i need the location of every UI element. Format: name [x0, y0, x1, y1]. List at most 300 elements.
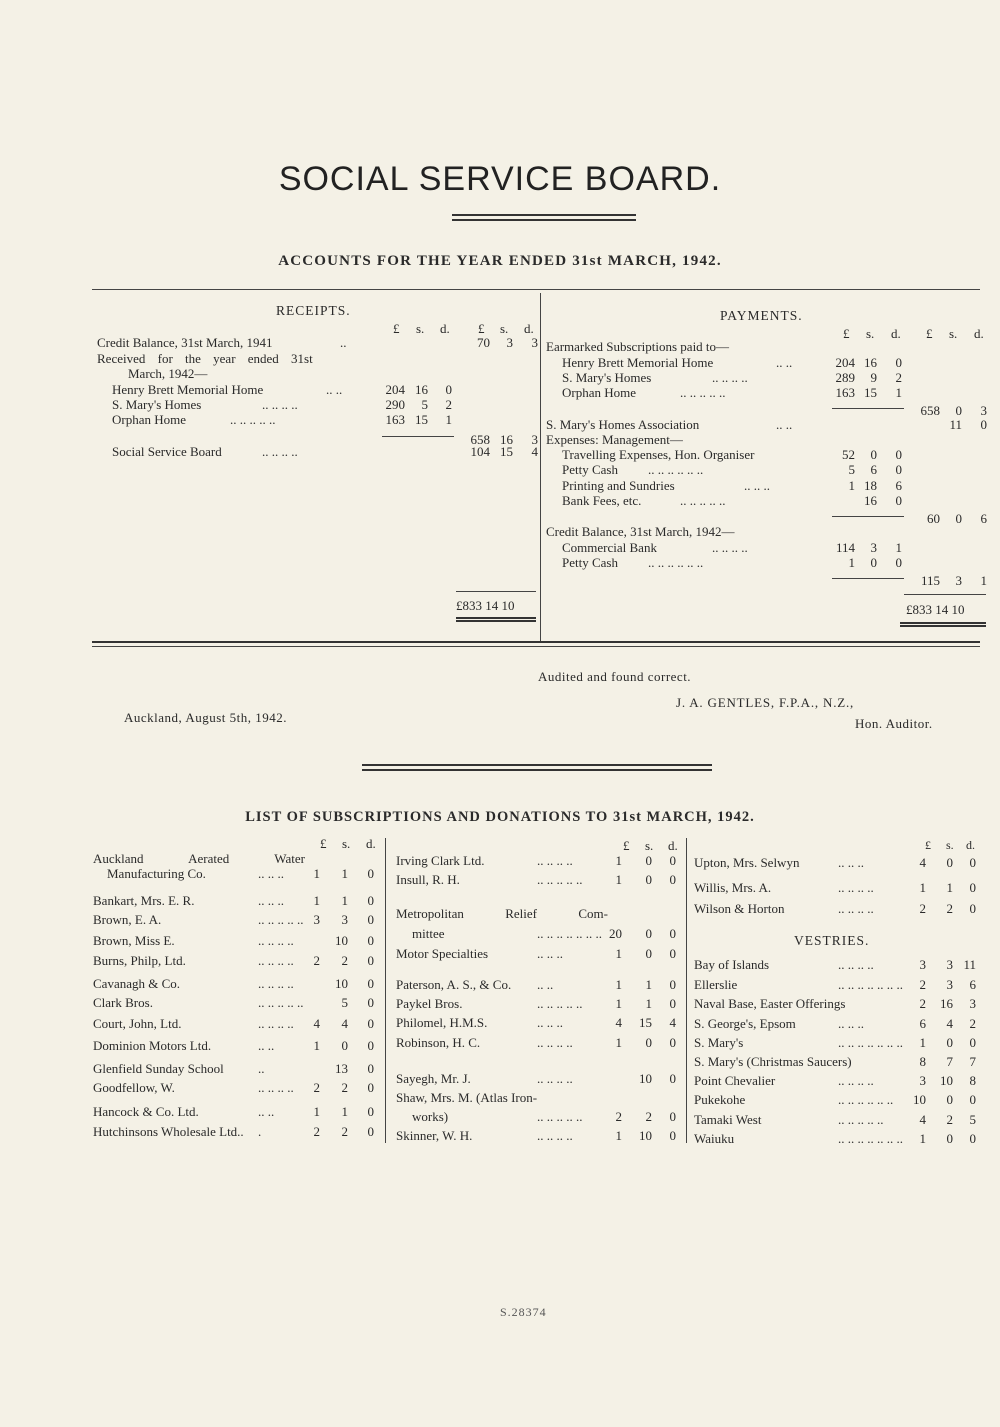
subscription-name: Brown, E. A.: [93, 912, 162, 927]
receipts-item-pence: 1: [445, 412, 452, 427]
subscription-shillings: 0: [946, 1035, 953, 1050]
subscription-pounds: 1: [615, 977, 622, 992]
payments-earmarked-shillings: 9: [870, 370, 877, 385]
payments-credit-rule: [832, 578, 904, 579]
subscription-shillings: 1: [645, 996, 652, 1011]
payments-earmarked-label: Henry Brett Memorial Home: [562, 355, 714, 370]
payments-expenses-heading: Expenses: Management—: [546, 432, 683, 447]
payments-col-pound-2: £: [926, 326, 933, 341]
payments-earmarked-rule: [832, 408, 904, 409]
accounts-bottom-rule-2: [92, 646, 980, 647]
receipts-ssb-label: Social Service Board: [112, 444, 222, 459]
receipts-item-dots: .. ..: [326, 382, 343, 397]
receipts-col-shilling-1: s.: [416, 321, 425, 336]
subscription-leader-dots: .. .. .. ..: [258, 1080, 294, 1095]
col2-header-pence: d.: [668, 838, 678, 853]
payments-expense-pence: 0: [895, 462, 902, 477]
subscription-shillings: 3: [341, 912, 348, 927]
subscription-name: Dominion Motors Ltd.: [93, 1038, 212, 1053]
payments-expense-total-pence: 6: [980, 511, 987, 526]
payments-earmarked-dots: .. .. .. ..: [712, 370, 748, 385]
subscription-pounds: 2: [313, 1124, 320, 1139]
subscription-leader-dots: .. .. .. .. ..: [838, 1112, 884, 1127]
subscription-pounds: 20: [609, 926, 622, 941]
subscription-shillings: 1: [341, 893, 348, 908]
payments-expense-dots: .. .. .. .. .. ..: [648, 462, 704, 477]
list-divider-2: [686, 838, 687, 1143]
subscription-shillings: 3: [946, 977, 953, 992]
subscription-name: Hancock & Co. Ltd.: [93, 1104, 199, 1119]
audit-statement: Audited and found correct.: [538, 669, 692, 684]
subscription-pence: 0: [367, 976, 374, 991]
subscription-shillings: 10: [639, 1128, 652, 1143]
payments-col-shilling-2: s.: [949, 326, 958, 341]
receipts-total: £833 14 10: [456, 598, 515, 613]
subscription-pounds: 8: [919, 1054, 926, 1069]
accounts-subtitle: ACCOUNTS FOR THE YEAR ENDED 31st MARCH, 1942.: [278, 253, 722, 269]
subscription-name: mittee: [412, 926, 445, 941]
subscription-shillings: 0: [645, 926, 652, 941]
subscription-leader-dots: .. .. .. ..: [258, 1016, 294, 1031]
subscription-shillings: 2: [341, 1124, 348, 1139]
subscription-leader-dots: .. .. ..: [838, 855, 864, 870]
subscription-name: Skinner, W. H.: [396, 1128, 473, 1143]
subscription-shillings: 10: [639, 1071, 652, 1086]
payments-earmarked-total-pounds: 658: [920, 403, 940, 418]
subscription-pounds: 1: [313, 1038, 320, 1053]
subscription-pounds: 1: [919, 1131, 926, 1146]
subscription-shillings: 13: [335, 1061, 348, 1076]
subscription-shillings: 0: [946, 1092, 953, 1107]
subscription-pounds: 6: [919, 1016, 926, 1031]
subscription-leader-dots: .: [258, 1124, 262, 1139]
subscription-leader-dots: .. .. .. .. .. ..: [838, 1092, 894, 1107]
section-double-rule: [362, 764, 712, 771]
receipts-col-pound-1: £: [393, 321, 400, 336]
subscription-shillings: 1: [645, 977, 652, 992]
payments-credit-shillings: 0: [870, 555, 877, 570]
vestries-heading: VESTRIES.: [794, 933, 870, 948]
payments-association-pence: 0: [980, 417, 987, 432]
subscription-leader-dots: .. .. .. ..: [537, 1035, 573, 1050]
subscription-pence: 4: [669, 1015, 676, 1030]
receipts-col-pound-2: £: [478, 321, 485, 336]
receipts-ssb-dots: .. .. .. ..: [262, 444, 298, 459]
subscription-shillings: 0: [341, 1038, 348, 1053]
payments-credit-shillings: 3: [870, 540, 877, 555]
subscription-name: Pukekohe: [694, 1092, 746, 1107]
subscription-shillings: 0: [645, 872, 652, 887]
subscription-leader-dots: .. .. .. ..: [537, 853, 573, 868]
subscription-pence: 7: [969, 1054, 976, 1069]
payments-credit-dots: .. .. .. ..: [712, 540, 748, 555]
payments-earmarked-shillings: 15: [864, 385, 877, 400]
subscription-name: Cavanagh & Co.: [93, 976, 181, 991]
payments-association-shillings: 11: [949, 417, 962, 432]
auditor-name: J. A. GENTLES, F.P.A., N.Z.,: [676, 695, 855, 710]
subscription-pence: 11: [963, 957, 976, 972]
subscription-shillings: 5: [341, 995, 348, 1010]
subscription-leader-dots: .. .. .. ..: [838, 880, 874, 895]
receipts-col-shilling-2: s.: [500, 321, 509, 336]
payments-col-pence-1: d.: [891, 326, 901, 341]
payments-earmarked-pounds: 289: [835, 370, 855, 385]
subscription-leader-dots: .. .. .. .. .. .. ..: [838, 1035, 903, 1050]
receipts-ssb-pounds: 104: [470, 444, 490, 459]
subscription-name: Goodfellow, W.: [93, 1080, 175, 1095]
subscription-pence: 6: [969, 977, 976, 992]
receipts-item-shillings: 16: [415, 382, 428, 397]
subscription-shillings: 0: [946, 855, 953, 870]
payments-credit-dots: .. .. .. .. .. ..: [648, 555, 704, 570]
subscription-leader-dots: .. .. .. .. .. .. ..: [838, 1131, 903, 1146]
payments-earmarked-pence: 1: [895, 385, 902, 400]
subscription-pence: 0: [669, 926, 676, 941]
subscription-pence: 0: [367, 1104, 374, 1119]
subscription-pounds: 3: [919, 1073, 926, 1088]
subscription-name: Paterson, A. S., & Co.: [396, 977, 512, 992]
payments-expense-pounds: 5: [848, 462, 855, 477]
subscription-name: Ellerslie: [694, 977, 738, 992]
subscription-pounds: 3: [919, 957, 926, 972]
payments-earmarked-heading: Earmarked Subscriptions paid to—: [546, 339, 730, 354]
subscription-shillings: 2: [645, 1109, 652, 1124]
subscription-leader-dots: .. .. .. ..: [258, 933, 294, 948]
subscription-shillings: 0: [645, 1035, 652, 1050]
subscription-pence: 2: [969, 1016, 976, 1031]
accounts-bottom-rule-1: [92, 641, 980, 643]
subscription-pence: 0: [669, 1128, 676, 1143]
col1-header-pound: £: [320, 836, 327, 851]
list-divider-1: [385, 838, 386, 1143]
payments-earmarked-label: Orphan Home: [562, 385, 637, 400]
receipts-item-pounds: 163: [385, 412, 405, 427]
subscription-shillings: 1: [341, 1104, 348, 1119]
receipts-item-dots: .. .. .. .. ..: [230, 412, 276, 427]
payments-expense-label: Printing and Sundries: [562, 478, 675, 493]
subscription-pence: 0: [969, 1092, 976, 1107]
payments-earmarked-shillings: 16: [864, 355, 877, 370]
subscription-pence: 0: [367, 933, 374, 948]
subscription-name: Insull, R. H.: [396, 872, 460, 887]
payments-earmarked-total-shillings: 0: [955, 403, 962, 418]
subscription-leader-dots: .. .. ..: [537, 1015, 563, 1030]
payments-earmarked-total-pence: 3: [980, 403, 987, 418]
subscription-pence: 0: [969, 855, 976, 870]
payments-credit-heading: Credit Balance, 31st March, 1942—: [546, 524, 735, 539]
payments-col-pound-1: £: [843, 326, 850, 341]
payments-expense-total-pounds: 60: [927, 511, 940, 526]
payments-total: £833 14 10: [906, 602, 965, 617]
col3-header-shilling: s.: [946, 838, 954, 852]
subscription-name: Sayegh, Mr. J.: [396, 1071, 471, 1086]
subscription-pence: 0: [669, 946, 676, 961]
audit-place-date: Auckland, August 5th, 1942.: [124, 710, 287, 725]
subscription-name: S. George's, Epsom: [694, 1016, 796, 1031]
subscription-pence: 0: [367, 912, 374, 927]
subscription-name: Point Chevalier: [694, 1073, 776, 1088]
receipts-credit-balance-label: Credit Balance, 31st March, 1941: [97, 335, 273, 350]
subscription-leader-dots: .. .. .. ..: [258, 953, 294, 968]
payments-expense-shillings: 0: [870, 447, 877, 462]
payments-credit-label: Commercial Bank: [562, 540, 657, 555]
receipts-item-dots: .. .. .. ..: [262, 397, 298, 412]
col1-header-shilling: s.: [342, 836, 351, 851]
subscription-shillings: 15: [639, 1015, 652, 1030]
subscription-shillings: 10: [940, 1073, 953, 1088]
subscription-shillings: 2: [341, 953, 348, 968]
receipts-ssb-pence: 4: [531, 444, 538, 459]
subscription-name: Brown, Miss E.: [93, 933, 175, 948]
subscription-leader-dots: .. .. ..: [838, 1016, 864, 1031]
subscription-pence: 5: [969, 1112, 976, 1127]
subscription-name: Clark Bros.: [93, 995, 153, 1010]
subscription-name: Robinson, H. C.: [396, 1035, 481, 1050]
subscription-pence: 0: [669, 1035, 676, 1050]
payments-earmarked-pounds: 163: [835, 385, 855, 400]
subscription-leader-dots: .. .. .. ..: [537, 1128, 573, 1143]
subscription-leader-dots: .. .. .. ..: [838, 957, 874, 972]
subscription-leader-dots: .. .. ..: [258, 893, 284, 908]
payments-credit-pounds: 114: [835, 540, 855, 555]
subscription-name: S. Mary's (Christmas Saucers): [694, 1054, 852, 1069]
subscription-pounds: 2: [919, 996, 926, 1011]
payments-expense-label: Bank Fees, etc.: [562, 493, 642, 508]
subscription-name: Paykel Bros.: [396, 996, 463, 1011]
subscription-pounds: 3: [313, 912, 320, 927]
receipts-col-pence-1: d.: [440, 321, 450, 336]
col2-header-pound: £: [623, 838, 630, 853]
subscription-shillings: 7: [946, 1054, 953, 1069]
receipts-subtotal-rule: [382, 436, 454, 437]
payments-credit-total-pence: 1: [980, 573, 987, 588]
payments-expense-shillings: 16: [864, 493, 877, 508]
subscription-shillings: 2: [946, 1112, 953, 1127]
payments-expense-rule: [832, 516, 904, 517]
receipts-heading: RECEIPTS.: [276, 303, 351, 318]
subscription-shillings: 1: [341, 866, 348, 881]
subscription-shillings: 3: [946, 957, 953, 972]
subscription-name: Tamaki West: [694, 1112, 762, 1127]
payments-expense-dots: .. .. ..: [744, 478, 770, 493]
subscription-shillings: 10: [335, 933, 348, 948]
payments-expense-pounds: 52: [842, 447, 855, 462]
payments-credit-label: Petty Cash: [562, 555, 618, 570]
subscription-pence: 0: [669, 1071, 676, 1086]
subscription-shillings: 16: [940, 996, 953, 1011]
subscription-pence: 0: [669, 977, 676, 992]
subscription-leader-dots: .. .. .. ..: [258, 976, 294, 991]
subscription-leader-dots: .. .. .. ..: [838, 901, 874, 916]
payments-earmarked-dots: .. ..: [776, 355, 793, 370]
col3-header-pound: £: [925, 838, 931, 852]
payments-expense-shillings: 6: [870, 462, 877, 477]
payments-heading: PAYMENTS.: [720, 308, 803, 323]
receipts-total-double-rule: [456, 617, 536, 622]
subscription-shillings: 1: [946, 880, 953, 895]
payments-expense-pounds: 1: [848, 478, 855, 493]
subscription-pence: 0: [669, 996, 676, 1011]
subscription-leader-dots: .. .. ..: [258, 866, 284, 881]
subscription-name: works): [412, 1109, 449, 1124]
subscription-leader-dots: .. .. ..: [537, 946, 563, 961]
subscription-leader-dots: .. .. .. .. ..: [537, 996, 583, 1011]
subscription-pence: 0: [969, 880, 976, 895]
payments-association-dots: .. ..: [776, 417, 793, 432]
subscription-pounds: 2: [313, 953, 320, 968]
subscription-name: Burns, Philp, Ltd.: [93, 953, 186, 968]
subscription-pence: 0: [969, 1035, 976, 1050]
subscription-name: Hutchinsons Wholesale Ltd..: [93, 1124, 244, 1139]
accounts-top-rule: [92, 289, 980, 290]
subscription-leader-dots: .. .. .. .. .. .. ..: [838, 977, 903, 992]
subscription-leader-dots: .. .. .. ..: [838, 1073, 874, 1088]
subscription-pounds: 2: [313, 1080, 320, 1095]
receipts-subtotal-pence: 3: [531, 432, 538, 447]
receipts-credit-balance-pence: 3: [531, 335, 538, 350]
subscription-leader-dots: .. .. .. .. ..: [537, 872, 583, 887]
subscription-pence: 0: [367, 1061, 374, 1076]
subscription-name: Philomel, H.M.S.: [396, 1015, 488, 1030]
subscription-shillings: 4: [946, 1016, 953, 1031]
payments-earmarked-label: S. Mary's Homes: [562, 370, 652, 385]
accounts-center-divider: [540, 293, 541, 643]
subscription-name: Auckland Aerated Water: [93, 851, 305, 866]
subscription-leader-dots: .. .. .. .. ..: [537, 1109, 583, 1124]
subscription-pounds: 1: [615, 1035, 622, 1050]
subscription-shillings: 2: [341, 1080, 348, 1095]
subscription-pence: 0: [969, 1131, 976, 1146]
subscription-pounds: 1: [313, 1104, 320, 1119]
receipts-received-line-1: Received for the year ended 31st: [97, 351, 313, 366]
col3-header-pence: d.: [966, 838, 975, 852]
payments-col-shilling-1: s.: [866, 326, 875, 341]
receipts-credit-balance-shillings: 3: [506, 335, 513, 350]
auditor-role: Hon. Auditor.: [855, 716, 933, 731]
subscription-pounds: 2: [919, 977, 926, 992]
payments-credit-pence: 0: [895, 555, 902, 570]
payments-expense-shillings: 18: [864, 478, 877, 493]
subscription-name: Wilson & Horton: [694, 901, 785, 916]
subscription-pounds: 1: [919, 1035, 926, 1050]
receipts-item-pence: 0: [445, 382, 452, 397]
subscription-pence: 0: [669, 1109, 676, 1124]
payments-expense-pence: 6: [895, 478, 902, 493]
subscription-name: Irving Clark Ltd.: [396, 853, 485, 868]
subscription-name: Shaw, Mrs. M. (Atlas Iron-: [396, 1090, 538, 1105]
subscription-pence: 8: [969, 1073, 976, 1088]
subscription-leader-dots: .. .. .. .. ..: [258, 995, 304, 1010]
subscription-leader-dots: .. ..: [258, 1038, 275, 1053]
col1-header-pence: d.: [366, 836, 376, 851]
subscription-shillings: 10: [335, 976, 348, 991]
payments-earmarked-dots: .. .. .. .. ..: [680, 385, 726, 400]
payments-credit-total-shillings: 3: [955, 573, 962, 588]
receipts-item-pounds: 204: [385, 382, 405, 397]
subscription-pence: 0: [669, 872, 676, 887]
payments-earmarked-pence: 2: [895, 370, 902, 385]
footer-code: S.28374: [500, 1305, 547, 1319]
subscription-name: Court, John, Ltd.: [93, 1016, 182, 1031]
receipts-item-shillings: 5: [421, 397, 428, 412]
subscription-leader-dots: .. ..: [537, 977, 554, 992]
subscription-pounds: 4: [615, 1015, 622, 1030]
col2-header-shilling: s.: [645, 838, 654, 853]
subscription-name: Manufacturing Co.: [107, 866, 206, 881]
subscription-shillings: 4: [341, 1016, 348, 1031]
subscription-leader-dots: .. .. .. ..: [537, 1071, 573, 1086]
title-double-rule: [452, 214, 636, 221]
payments-total-rule-top: [904, 594, 986, 595]
subscription-leader-dots: ..: [258, 1061, 265, 1076]
subscription-shillings: 0: [946, 1131, 953, 1146]
subscription-pence: 0: [367, 1080, 374, 1095]
subscription-pounds: 2: [919, 901, 926, 916]
subscription-pounds: 2: [615, 1109, 622, 1124]
receipts-ssb-shillings: 15: [500, 444, 513, 459]
subscription-pounds: 1: [313, 866, 320, 881]
subscription-pence: 0: [367, 953, 374, 968]
subscription-name: Willis, Mrs. A.: [694, 880, 772, 895]
payments-col-pence-2: d.: [974, 326, 984, 341]
subscription-pounds: 1: [615, 946, 622, 961]
subscription-pounds: 1: [615, 996, 622, 1011]
subscription-pounds: 1: [919, 880, 926, 895]
receipts-item-label: Orphan Home: [112, 412, 187, 427]
subscription-leader-dots: .. .. .. .. .. .. ..: [537, 926, 602, 941]
receipts-item-pounds: 290: [385, 397, 405, 412]
page-title: SOCIAL SERVICE BOARD.: [278, 160, 722, 198]
receipts-subtotal-shillings: 16: [500, 432, 513, 447]
subscription-name: Upton, Mrs. Selwyn: [694, 855, 800, 870]
subscription-name: Motor Specialties: [396, 946, 489, 961]
subscription-name: Waiuku: [694, 1131, 735, 1146]
payments-expense-pence: 0: [895, 447, 902, 462]
payments-credit-total-pounds: 115: [920, 573, 940, 588]
receipts-col-pence-2: d.: [524, 321, 534, 336]
subscription-pounds: 4: [313, 1016, 320, 1031]
payments-total-double-rule: [900, 622, 986, 627]
receipts-credit-balance-pounds: 70: [477, 335, 490, 350]
receipts-received-line-2: March, 1942—: [128, 366, 208, 381]
subscription-pounds: 10: [913, 1092, 926, 1107]
subscription-pounds: 4: [919, 855, 926, 870]
receipts-item-label: S. Mary's Homes: [112, 397, 202, 412]
subscription-name: Naval Base, Easter Offerings: [694, 996, 846, 1011]
payments-expense-label: Petty Cash: [562, 462, 618, 477]
payments-association-label: S. Mary's Homes Association: [546, 417, 700, 432]
subscription-pence: 0: [367, 1016, 374, 1031]
subscription-pence: 0: [367, 866, 374, 881]
subscription-name: Glenfield Sunday School: [93, 1061, 224, 1076]
subscription-leader-dots: .. .. .. .. ..: [258, 912, 304, 927]
subscription-name: Metropolitan Relief Com-: [396, 906, 608, 921]
subscription-name: Bay of Islands: [694, 957, 770, 972]
payments-expense-pence: 0: [895, 493, 902, 508]
payments-expense-label: Travelling Expenses, Hon. Organiser: [562, 447, 755, 462]
subscription-pence: 0: [669, 853, 676, 868]
payments-earmarked-pence: 0: [895, 355, 902, 370]
subscription-pence: 0: [367, 893, 374, 908]
subscription-pounds: 1: [313, 893, 320, 908]
receipts-item-pence: 2: [445, 397, 452, 412]
receipts-item-label: Henry Brett Memorial Home: [112, 382, 264, 397]
subscription-leader-dots: .. ..: [258, 1104, 275, 1119]
receipts-credit-balance-dots: ..: [340, 335, 347, 350]
subscription-pence: 0: [367, 995, 374, 1010]
payments-credit-pounds: 1: [848, 555, 855, 570]
subscription-name: S. Mary's: [694, 1035, 744, 1050]
